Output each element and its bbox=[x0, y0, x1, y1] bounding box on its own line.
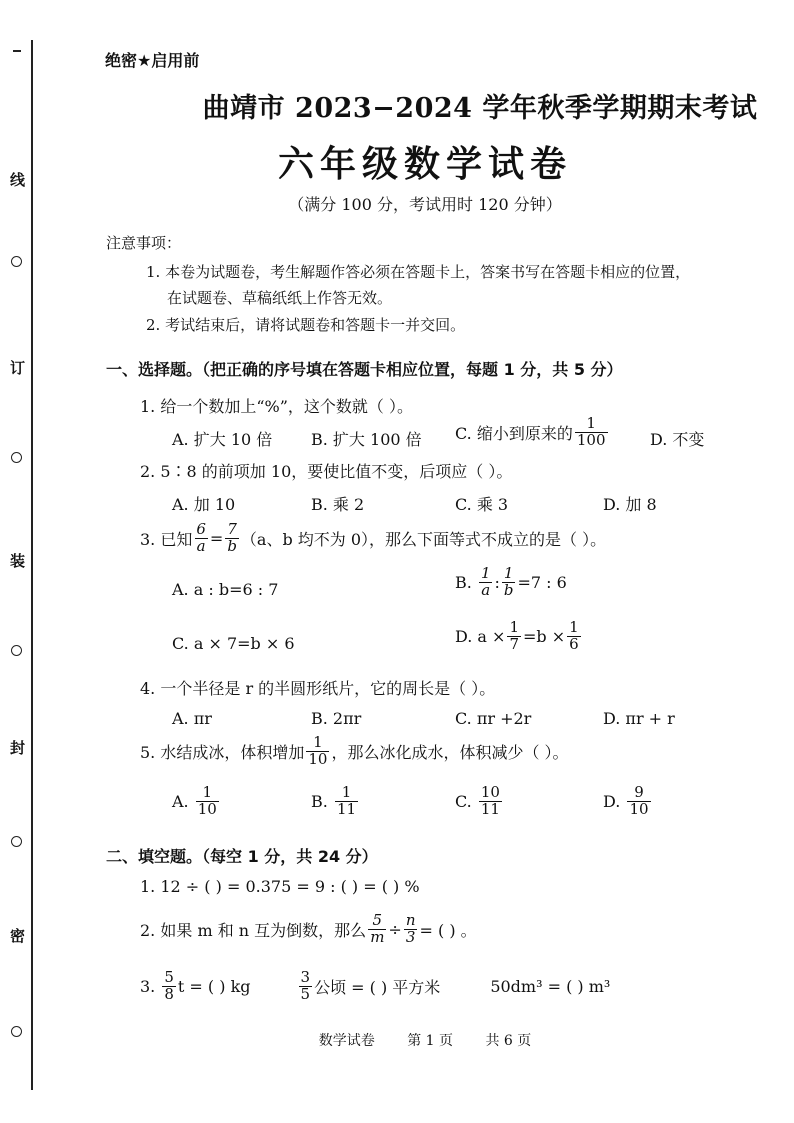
binding-line bbox=[31, 40, 33, 1090]
option-label: C. bbox=[455, 791, 472, 811]
conversion-3: 50dm³ = ( ) m³ bbox=[490, 976, 611, 996]
option-label: B. bbox=[455, 572, 472, 592]
q3-suffix: （a、b 均不为 0），那么下面等式不成立的是（ ）。 bbox=[240, 529, 607, 549]
q3-option-d bbox=[455, 620, 583, 653]
q2-2-prefix: 2. 如果 m 和 n 互为倒数，那么 bbox=[140, 920, 367, 940]
note-2: 2. 考试结束后，请将试题卷和答题卡一并交回。 bbox=[146, 316, 466, 334]
q2-option-d: D. 加 8 bbox=[603, 495, 657, 514]
fraction: $\frac{1}{a}$ bbox=[480, 564, 491, 599]
q2-option-c: C. 乘 3 bbox=[455, 495, 509, 514]
q2-option-b: B. 乘 2 bbox=[311, 495, 365, 514]
fraction: $\frac{10}{11}$ bbox=[480, 783, 500, 818]
q4-option-b: B. 2πr bbox=[311, 709, 362, 728]
q2-2-suffix: = ( ) 。 bbox=[419, 920, 477, 940]
fraction: $\frac{7}{b}$ bbox=[227, 520, 237, 555]
question-1-4: 4. 一个半径是 r 的半圆形纸片，它的周长是（ ）。 bbox=[140, 679, 496, 698]
question-2-1: 1. 12 ÷ ( ) = 0.375 = 9 : ( ) = ( ) % bbox=[140, 877, 420, 896]
option-label: D. bbox=[603, 791, 621, 811]
fraction: $\frac{9}{10}$ bbox=[629, 783, 649, 818]
q1-option-c-label: C. 缩小到原来的 bbox=[455, 423, 573, 443]
note-1-line-2: 在试题卷、草稿纸纸上作答无效。 bbox=[167, 289, 393, 307]
q5-option-d bbox=[603, 785, 653, 818]
q5-option-b bbox=[311, 785, 360, 818]
binding-char-xian: 线 bbox=[8, 172, 26, 187]
question-1-1: 1. 给一个数加上“%”，这个数就（ ）。 bbox=[140, 397, 414, 416]
binding-circle bbox=[11, 836, 22, 847]
section-1-heading: 一、选择题。（把正确的序号填在答题卡相应位置，每题 1 分，共 5 分） bbox=[106, 360, 623, 379]
confidential-mark: 绝密★启用前 bbox=[105, 51, 200, 70]
fraction: $\frac{1}{10}$ bbox=[197, 783, 217, 818]
option-label: D. a × bbox=[455, 626, 506, 646]
q5-option-c bbox=[455, 785, 504, 818]
q2-3-number: 3. bbox=[140, 976, 156, 996]
question-2-2 bbox=[140, 913, 477, 946]
q1-option-b: B. 扩大 100 倍 bbox=[311, 430, 422, 449]
footer-subject: 数学试卷 bbox=[318, 1033, 375, 1049]
margin-dash bbox=[13, 50, 21, 52]
question-2-3 bbox=[140, 970, 610, 1003]
q2-option-a: A. 加 10 bbox=[172, 495, 236, 514]
q3-option-a: A. a : b=6 : 7 bbox=[172, 580, 279, 599]
q4-option-a: A. πr bbox=[172, 709, 212, 728]
fraction: $\frac{5}{m}$ bbox=[370, 911, 385, 946]
notes-heading: 注意事项： bbox=[106, 234, 182, 252]
q5-suffix: ，那么冰化成水，体积减少（ ）。 bbox=[331, 742, 569, 762]
footer-page-number: 第 1 页 bbox=[407, 1033, 453, 1049]
fraction: $\frac{1}{10}$ bbox=[308, 733, 328, 768]
fraction: $\frac{5}{8}$ bbox=[164, 968, 174, 1003]
fraction: $\frac{6}{a}$ bbox=[196, 520, 206, 555]
equals-sign: = bbox=[209, 528, 224, 548]
fraction: $\frac{1}{11}$ bbox=[336, 783, 357, 818]
footer-total-pages: 共 6 页 bbox=[485, 1033, 532, 1049]
fraction: $\frac{3}{5}$ bbox=[300, 968, 311, 1003]
exam-title: 曲靖市 2023−2024 学年秋季学期期末考试 bbox=[202, 93, 758, 124]
binding-char-zhuang: 装 bbox=[8, 553, 26, 568]
q3-option-c: C. a × 7=b × 6 bbox=[172, 634, 295, 653]
colon: : bbox=[494, 572, 500, 592]
option-label: A. bbox=[172, 791, 189, 811]
conversion-2: 公顷 = ( ) 平方米 bbox=[314, 977, 441, 997]
binding-char-feng: 封 bbox=[8, 740, 26, 755]
binding-circle bbox=[11, 452, 22, 463]
fraction: $\frac{n}{3}$ bbox=[405, 911, 416, 946]
paper-title: 六年级数学试卷 bbox=[277, 144, 572, 185]
score-info: （满分 100 分，考试用时 120 分钟） bbox=[288, 195, 562, 214]
option-text: =b × bbox=[523, 626, 566, 646]
conversion-1: t = ( ) kg bbox=[177, 976, 251, 996]
q5-option-a bbox=[172, 785, 221, 818]
binding-char-ding: 订 bbox=[8, 360, 26, 375]
binding-char-mi: 密 bbox=[8, 928, 26, 943]
q4-option-d: D. πr + r bbox=[603, 709, 675, 728]
note-1-line-1: 1. 本卷为试题卷，考生解题作答必须在答题卡上，答案书写在答题卡相应的位置， bbox=[146, 263, 691, 281]
q1-option-d: D. 不变 bbox=[650, 430, 705, 449]
fraction: $\frac{1}{b}$ bbox=[503, 564, 514, 599]
q1-option-a: A. 扩大 10 倍 bbox=[172, 430, 273, 449]
q1-option-c bbox=[455, 416, 610, 449]
binding-circle bbox=[11, 645, 22, 656]
q4-option-c: C. πr +2r bbox=[455, 709, 532, 728]
page-footer bbox=[200, 1030, 650, 1050]
question-1-2: 2. 5∶8 的前项加 10，要使比值不变，后项应（ ）。 bbox=[140, 462, 513, 481]
q3-option-b bbox=[455, 566, 567, 599]
fraction: $\frac{1}{100}$ bbox=[576, 414, 606, 449]
q5-prefix: 5. 水结成冰，体积增加 bbox=[140, 742, 305, 762]
question-1-5 bbox=[140, 735, 569, 768]
option-text: =7 : 6 bbox=[517, 572, 567, 592]
option-label: B. bbox=[311, 791, 328, 811]
binding-circle bbox=[11, 1026, 22, 1037]
q3-prefix: 3. 已知 bbox=[140, 529, 193, 549]
fraction: $\frac{1}{6}$ bbox=[569, 618, 579, 653]
binding-circle bbox=[11, 256, 22, 267]
divide-sign: ÷ bbox=[388, 919, 402, 939]
question-1-3 bbox=[140, 522, 606, 555]
fraction: $\frac{1}{7}$ bbox=[509, 618, 520, 653]
section-2-heading: 二、填空题。（每空 1 分，共 24 分） bbox=[106, 847, 378, 866]
